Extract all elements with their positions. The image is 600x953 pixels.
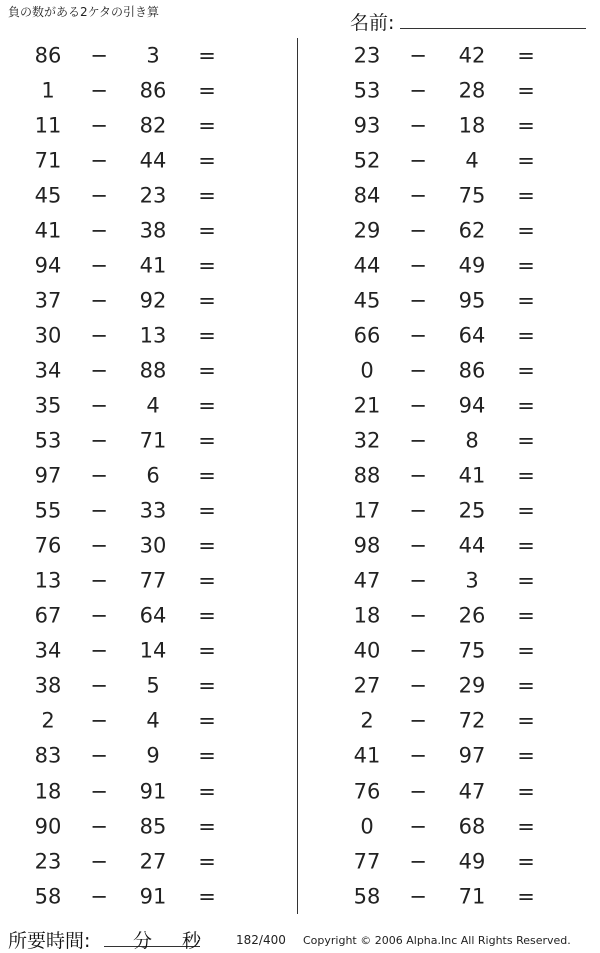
minus-sign: − [409,393,427,418]
subtrahend: 4 [146,393,160,418]
minuend: 76 [34,533,62,558]
problem-row [0,388,290,423]
minuend: 44 [353,253,381,278]
minuend: 90 [34,814,62,839]
subtrahend: 3 [146,43,160,68]
problem-row [0,669,290,704]
minus-sign: − [409,814,427,839]
minus-sign: − [90,43,108,68]
equals-sign: = [517,814,535,839]
problem-row [319,879,600,914]
minus-sign: − [90,183,108,208]
name-blank[interactable] [400,28,586,29]
equals-sign: = [198,288,216,313]
minuend: 77 [353,849,381,874]
minuend: 93 [353,113,381,138]
equals-sign: = [517,78,535,103]
equals-sign: = [198,463,216,488]
subtrahend: 30 [139,533,167,558]
minuend: 11 [34,113,62,138]
minus-sign: − [409,779,427,803]
problem-row [0,38,290,73]
minus-sign: − [90,148,108,173]
subtrahend: 4 [146,708,160,733]
minuend: 37 [34,288,62,313]
minuend: 45 [353,288,381,313]
subtrahend: 5 [146,673,160,698]
minus-sign: − [409,358,427,383]
minuend: 1 [41,78,55,103]
subtrahend: 41 [139,253,167,278]
problem-row [319,283,600,318]
minuend: 53 [34,428,62,453]
minus-sign: − [409,849,427,874]
minuend: 58 [34,884,62,909]
subtrahend: 85 [139,814,167,839]
equals-sign: = [517,779,535,803]
minuend: 0 [360,358,374,383]
minuend: 21 [353,393,381,418]
problem-row [319,494,600,529]
minus-sign: − [90,849,108,874]
equals-sign: = [198,428,216,453]
minuend: 88 [353,463,381,488]
minus-sign: − [409,43,427,68]
subtrahend: 27 [139,849,167,874]
minus-sign: − [409,884,427,909]
name-label: 名前: [350,12,395,34]
subtrahend: 95 [458,288,486,313]
subtrahend: 92 [139,288,167,313]
minus-sign: − [90,218,108,243]
minuend: 66 [353,323,381,348]
minuend: 45 [34,183,62,208]
minus-sign: − [409,148,427,173]
page-number: 182/400 [236,933,286,947]
subtrahend: 77 [139,568,167,593]
minuend: 76 [353,779,381,803]
equals-sign: = [517,708,535,733]
subtrahend: 75 [458,183,486,208]
problem-row [319,809,600,844]
equals-sign: = [198,743,216,768]
subtrahend: 38 [139,218,167,243]
equals-sign: = [517,743,535,768]
minuend: 0 [360,814,374,839]
equals-sign: = [517,533,535,558]
footer [0,918,600,952]
minus-sign: − [90,779,108,803]
equals-sign: = [517,183,535,208]
subtrahend: 9 [146,743,160,768]
equals-sign: = [517,603,535,628]
problem-row [319,108,600,143]
subtrahend: 42 [458,43,486,68]
subtrahend: 28 [458,78,486,103]
equals-sign: = [198,78,216,103]
minuend: 98 [353,533,381,558]
minuend: 84 [353,183,381,208]
problem-row [0,704,290,739]
subtrahend: 71 [139,428,167,453]
equals-sign: = [198,779,216,803]
problem-row [0,494,290,529]
minus-sign: − [90,393,108,418]
subtrahend: 49 [458,849,486,874]
minus-sign: − [90,78,108,103]
minus-sign: − [90,568,108,593]
subtrahend: 91 [139,884,167,909]
minus-sign: − [90,603,108,628]
minuend: 29 [353,218,381,243]
minuend: 32 [353,428,381,453]
minuend: 38 [34,673,62,698]
problem-row [319,318,600,353]
equals-sign: = [198,323,216,348]
problem-row [0,529,290,564]
problem-row [319,599,600,634]
equals-sign: = [517,393,535,418]
problem-row [319,669,600,704]
subtrahend: 26 [458,603,486,628]
minus-sign: − [90,533,108,558]
equals-sign: = [517,428,535,453]
subtrahend: 4 [465,148,479,173]
equals-sign: = [198,708,216,733]
time-required-label: 所要時間: [8,930,91,952]
equals-sign: = [517,884,535,909]
problem-row [0,599,290,634]
minuend: 83 [34,743,62,768]
equals-sign: = [198,253,216,278]
minus-sign: − [90,323,108,348]
problem-row [0,774,290,809]
minus-sign: − [90,358,108,383]
minuend: 34 [34,638,62,663]
equals-sign: = [517,253,535,278]
subtrahend: 75 [458,638,486,663]
minuend: 40 [353,638,381,663]
problem-row [0,73,290,108]
equals-sign: = [517,358,535,383]
problem-row [319,774,600,809]
problem-row [0,318,290,353]
equals-sign: = [198,603,216,628]
minus-sign: − [90,498,108,523]
subtrahend: 68 [458,814,486,839]
subtrahend: 97 [458,743,486,768]
subtrahend: 64 [139,603,167,628]
equals-sign: = [517,673,535,698]
subtrahend: 44 [458,533,486,558]
problem-row [0,809,290,844]
equals-sign: = [517,148,535,173]
minuend: 55 [34,498,62,523]
minus-sign: − [90,113,108,138]
subtrahend: 86 [458,358,486,383]
copyright-notice: Copyright © 2006 Alpha.Inc All Rights Reserved. [303,934,571,947]
equals-sign: = [517,568,535,593]
subtrahend: 3 [465,568,479,593]
problem-row [319,38,600,73]
equals-sign: = [517,323,535,348]
subtrahend: 62 [458,218,486,243]
minus-sign: − [409,218,427,243]
problem-row [319,213,600,248]
equals-sign: = [198,498,216,523]
subtrahend: 6 [146,463,160,488]
minuend: 34 [34,358,62,383]
problem-row [319,459,600,494]
subtrahend: 41 [458,463,486,488]
minus-sign: − [90,743,108,768]
subtrahend: 94 [458,393,486,418]
problem-row [0,634,290,669]
minus-sign: − [409,673,427,698]
minuend: 35 [34,393,62,418]
minuend: 97 [34,463,62,488]
minus-sign: − [90,253,108,278]
problem-row [0,424,290,459]
equals-sign: = [517,463,535,488]
column-divider [297,38,298,914]
equals-sign: = [517,218,535,243]
equals-sign: = [517,43,535,68]
equals-sign: = [198,393,216,418]
minus-sign: − [409,323,427,348]
problem-row [0,739,290,774]
problem-row [0,178,290,213]
minus-sign: − [409,603,427,628]
minus-sign: − [409,183,427,208]
equals-sign: = [198,358,216,383]
subtrahend: 72 [458,708,486,733]
minuend: 17 [353,498,381,523]
subtrahend: 14 [139,638,167,663]
minuend: 18 [34,779,62,803]
subtrahend: 8 [465,428,479,453]
equals-sign: = [517,113,535,138]
problem-row [0,283,290,318]
problem-row [319,73,600,108]
equals-sign: = [198,638,216,663]
subtrahend: 44 [139,148,167,173]
equals-sign: = [198,113,216,138]
minus-sign: − [409,638,427,663]
equals-sign: = [198,849,216,874]
minuend: 13 [34,568,62,593]
equals-sign: = [198,673,216,698]
subtrahend: 49 [458,253,486,278]
minus-sign: − [409,78,427,103]
equals-sign: = [517,638,535,663]
minus-sign: − [90,638,108,663]
left-problem-column [0,38,290,914]
equals-sign: = [198,814,216,839]
problem-row [319,353,600,388]
minus-sign: − [90,814,108,839]
minus-sign: − [409,288,427,313]
minuend: 53 [353,78,381,103]
problem-row [319,248,600,283]
minuend: 2 [41,708,55,733]
seconds-label: 秒 [182,930,202,952]
minuend: 94 [34,253,62,278]
minus-sign: − [409,113,427,138]
minus-sign: − [409,463,427,488]
minus-sign: − [90,884,108,909]
equals-sign: = [198,568,216,593]
problem-row [0,143,290,178]
right-problem-column [319,38,600,914]
subtrahend: 64 [458,323,486,348]
problem-row [0,844,290,879]
equals-sign: = [198,148,216,173]
minuend: 86 [34,43,62,68]
minus-sign: − [409,708,427,733]
equals-sign: = [198,533,216,558]
name-area [350,8,590,34]
equals-sign: = [198,884,216,909]
minuend: 23 [34,849,62,874]
problem-row [0,213,290,248]
problem-row [0,353,290,388]
minus-sign: − [90,463,108,488]
problem-row [319,739,600,774]
equals-sign: = [198,43,216,68]
problem-row [319,143,600,178]
problem-row [319,704,600,739]
minuend: 41 [353,743,381,768]
minuend: 71 [34,148,62,173]
problem-row [0,459,290,494]
minus-sign: − [409,743,427,768]
minuend: 30 [34,323,62,348]
subtrahend: 25 [458,498,486,523]
equals-sign: = [198,183,216,208]
problem-row [0,879,290,914]
minus-sign: − [409,428,427,453]
minuend: 47 [353,568,381,593]
problem-row [319,844,600,879]
problem-row [0,248,290,283]
subtrahend: 82 [139,113,167,138]
problem-row [319,529,600,564]
subtrahend: 91 [139,779,167,803]
subtrahend: 29 [458,673,486,698]
subtrahend: 71 [458,884,486,909]
minuend: 18 [353,603,381,628]
subtrahend: 47 [458,779,486,803]
minuend: 41 [34,218,62,243]
subtrahend: 18 [458,113,486,138]
minuend: 58 [353,884,381,909]
minuend: 27 [353,673,381,698]
minus-sign: − [90,708,108,733]
minus-sign: − [90,673,108,698]
equals-sign: = [517,288,535,313]
problem-row [319,388,600,423]
minutes-label: 分 [133,930,153,952]
subtrahend: 86 [139,78,167,103]
subtrahend: 23 [139,183,167,208]
worksheet-title: 負の数がある2ケタの引き算 [8,5,160,19]
subtrahend: 33 [139,498,167,523]
problem-row [0,564,290,599]
equals-sign: = [198,218,216,243]
problem-row [319,424,600,459]
minuend: 52 [353,148,381,173]
problem-row [319,634,600,669]
minus-sign: − [90,288,108,313]
minus-sign: − [90,428,108,453]
minus-sign: − [409,253,427,278]
minus-sign: − [409,498,427,523]
minuend: 67 [34,603,62,628]
minuend: 23 [353,43,381,68]
problem-row [0,108,290,143]
minus-sign: − [409,568,427,593]
problem-row [319,178,600,213]
subtrahend: 13 [139,323,167,348]
equals-sign: = [517,849,535,874]
equals-sign: = [517,498,535,523]
minuend: 2 [360,708,374,733]
minus-sign: − [409,533,427,558]
problem-row [319,564,600,599]
subtrahend: 88 [139,358,167,383]
